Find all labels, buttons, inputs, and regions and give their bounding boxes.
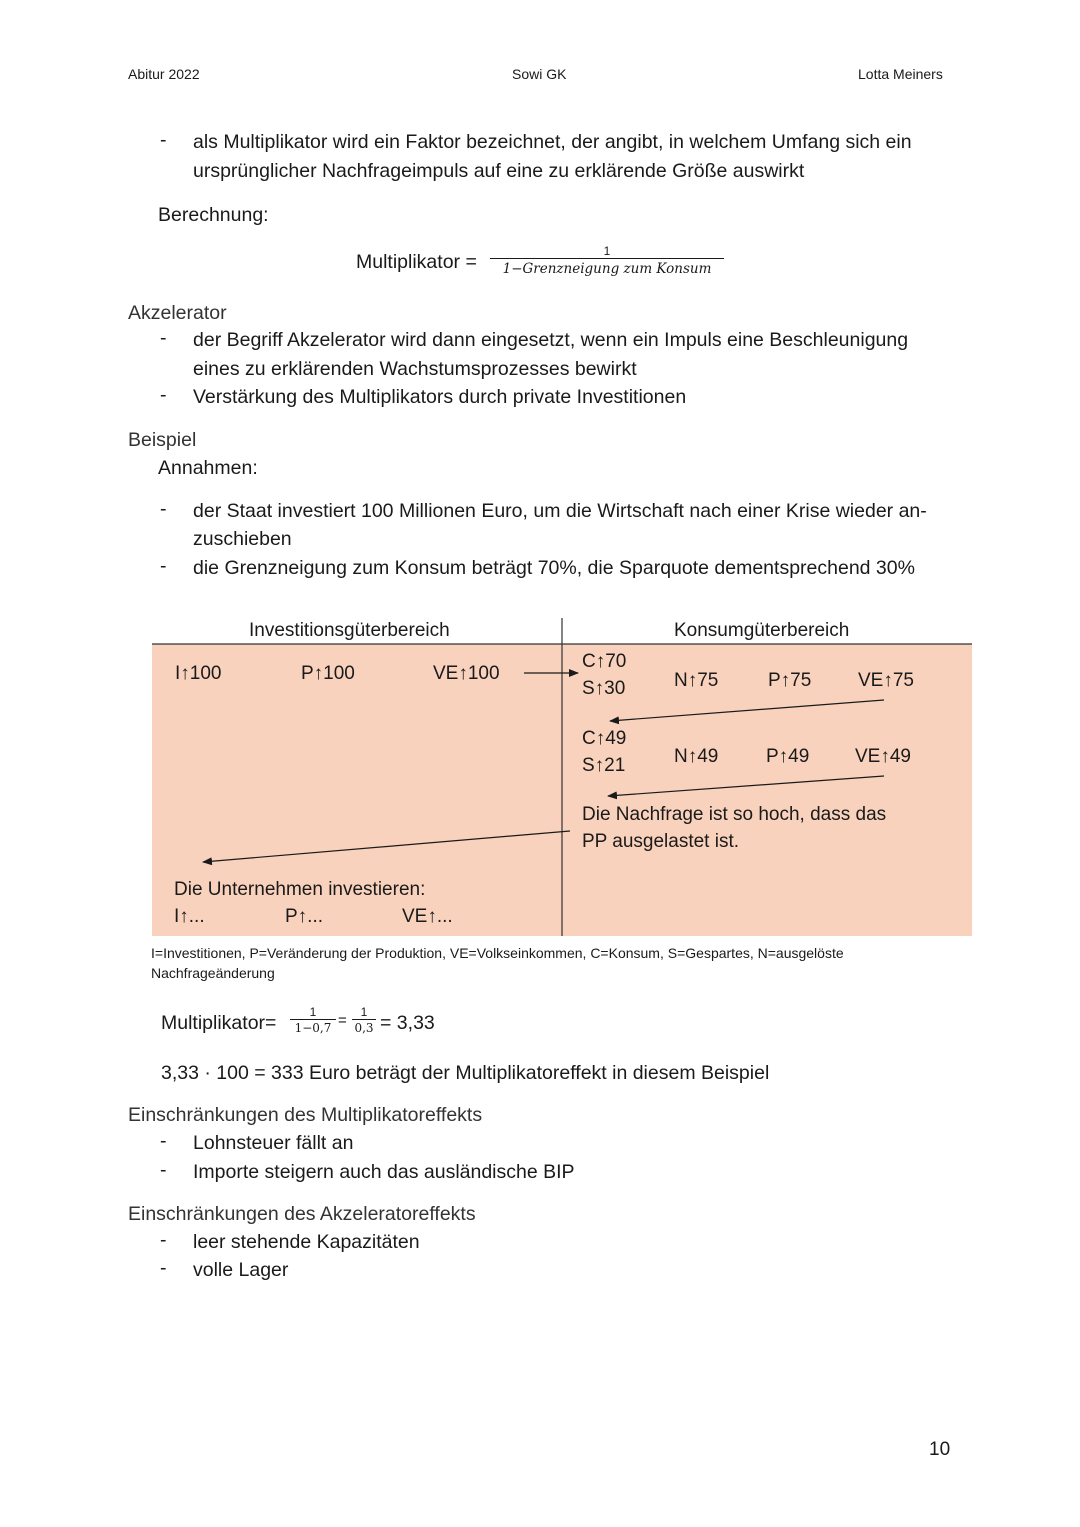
formula-denominator: 1−Grenzneigung zum Konsum [502,261,712,278]
production-p75: P↑75 [768,670,812,691]
beispiel-heading: Beispiel [128,429,197,451]
arrow-back-to-investment [203,831,570,862]
einschr-akz-bullet1: leer stehende Kapazitäten [193,1231,420,1253]
einschr-akz-heading: Einschränkungen des Akzeleratoreffekts [128,1203,476,1225]
bullet-dash: - [160,1159,167,1181]
nachfrage-note-line1: Die Nachfrage ist so hoch, dass das [582,804,887,825]
intro-bullet-line1: als Multiplikator wird ein Faktor bezeichnet, der angibt, in welchem Umfang sich ein [193,131,912,153]
bullet-dash: - [160,1130,167,1152]
beispiel-bullet2: die Grenzneigung zum Konsum beträgt 70%, die Sparquote dementsprechend 30% [193,557,915,579]
akzelerator-heading: Akzelerator [128,302,227,324]
consumption-c70: C↑70 [582,651,627,672]
calc-equals: = [338,1012,347,1029]
calc-fraction-1 [290,1005,336,1036]
calc-result: = 3,33 [380,1012,435,1034]
legend-line1: I=Investitionen, P=Veränderung der Produktion, VE=Volkseinkommen, C=Konsum, S=Gespartes, N=ausgelöste [151,945,844,961]
formula-label: Multiplikator = [356,251,477,273]
legend-line2: Nachfrageänderung [151,965,275,981]
calc-line2: 3,33 · 100 = 333 Euro beträgt der Multiplikatoreffekt in diesem Beispiel [161,1062,770,1084]
calc-fraction-2 [352,1005,376,1036]
annahmen-label: Annahmen: [158,457,258,479]
beispiel-bullet1-line1: der Staat investiert 100 Millionen Euro, um die Wirtschaft nach einer Krise wieder an- [193,500,927,522]
akzelerator-bullet1-line1: der Begriff Akzelerator wird dann eingesetzt, wenn ein Impuls eine Beschleunigung [193,329,909,351]
bullet-dash: - [160,1229,167,1251]
header-left: Abitur 2022 [128,66,200,82]
unternehmen-note: Die Unternehmen investieren: [174,879,426,900]
header-right: Lotta Meiners [858,66,943,82]
akzelerator-bullet1-line2: eines zu erklärenden Wachstumsprozesses bewirkt [193,358,637,380]
consumption-sector-header: Konsumgüterbereich [674,620,850,641]
income-ve75: VE↑75 [858,670,914,691]
production-p100: P↑100 [301,663,355,684]
einschr-mult-bullet1: Lohnsteuer fällt an [193,1132,354,1154]
beispiel-bullet1-line2: zuschieben [193,528,292,550]
calc-fraction-1-numerator: 1 [309,1005,317,1019]
header-center: Sowi GK [512,66,567,82]
formula-numerator: 1 [603,244,611,258]
investment-sector-header: Investitionsgüterbereich [249,620,450,641]
arrow-round3 [608,776,884,796]
production-p49: P↑49 [766,746,810,767]
income-ve100: VE↑100 [433,663,500,684]
einschr-akz-bullet2: volle Lager [193,1259,289,1281]
investment-i100: I↑100 [175,663,222,684]
bullet-dash: - [160,498,167,520]
bullet-dash: - [160,384,167,406]
bullet-dash: - [160,1257,167,1279]
einschr-mult-heading: Einschränkungen des Multiplikatoreffekts [128,1104,483,1126]
nachfrage-note-line2: PP ausgelastet ist. [582,831,740,852]
calc-fraction-2-numerator: 1 [360,1005,368,1019]
bullet-dash: - [160,129,167,151]
arrow-round2 [610,700,884,721]
savings-s21: S↑21 [582,755,626,776]
investment-i-dots: I↑... [174,906,205,927]
consumption-c49: C↑49 [582,728,627,749]
income-ve-dots: VE↑... [402,906,453,927]
einschr-mult-bullet2: Importe steigern auch das ausländische BIP [193,1161,575,1183]
demand-n49: N↑49 [674,746,719,767]
calc-fraction-2-denominator: 0,3 [354,1021,374,1036]
berechnung-label: Berechnung: [158,204,269,226]
akzelerator-bullet2: Verstärkung des Multiplikators durch private Investitionen [193,386,687,408]
bullet-dash: - [160,555,167,577]
calc-fraction-1-denominator: 1−0,7 [294,1021,332,1036]
income-ve49: VE↑49 [855,746,911,767]
bullet-dash: - [160,327,167,349]
calc-label: Multiplikator= [161,1012,277,1034]
intro-bullet-line2: ursprünglicher Nachfrageimpuls auf eine zu erklärende Größe auswirkt [193,160,805,182]
savings-s30: S↑30 [582,678,626,699]
page-number: 10 [929,1439,951,1460]
demand-n75: N↑75 [674,670,719,691]
production-p-dots: P↑... [285,906,324,927]
